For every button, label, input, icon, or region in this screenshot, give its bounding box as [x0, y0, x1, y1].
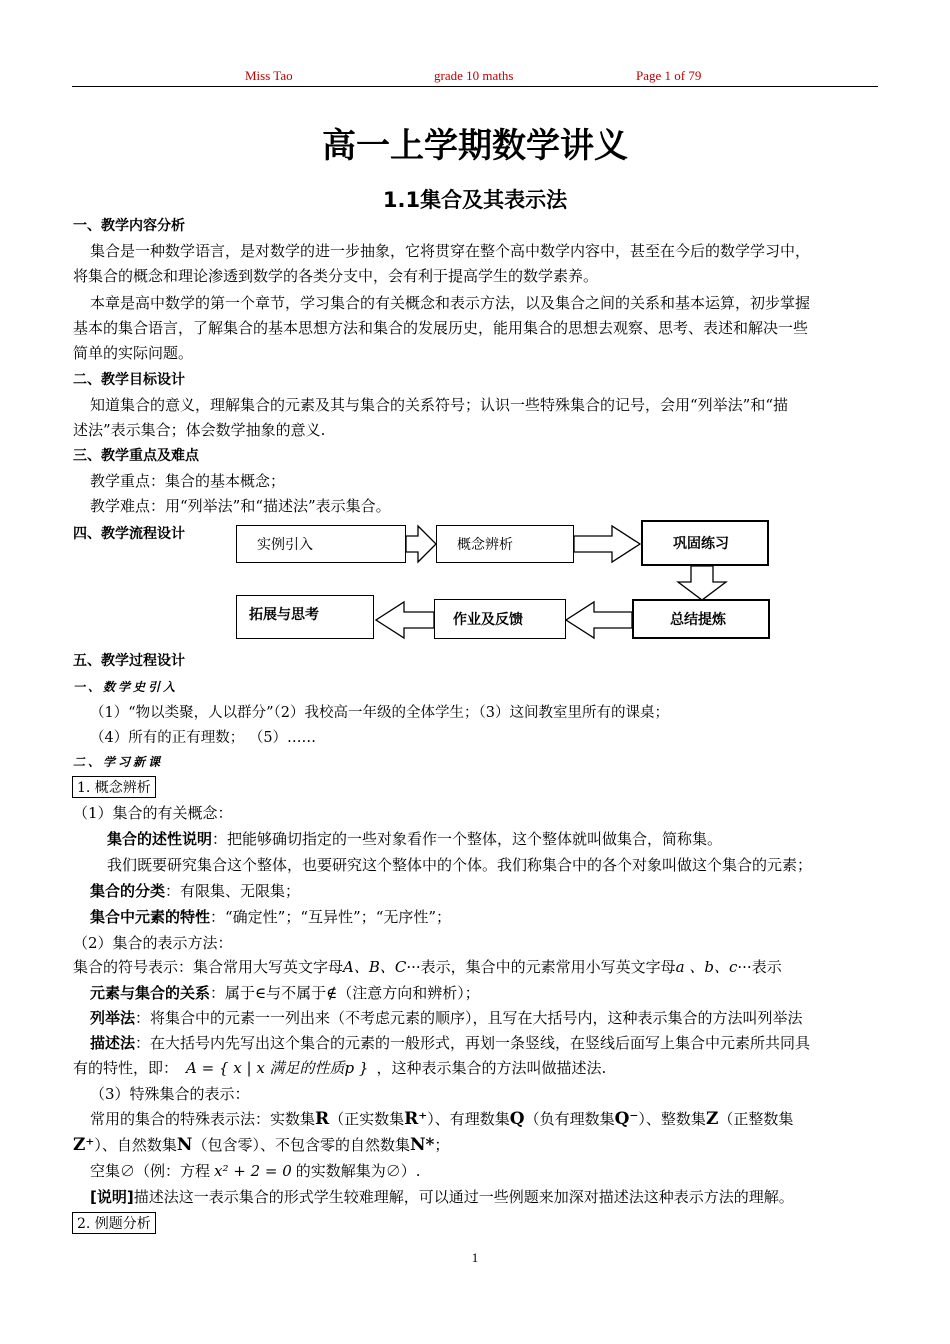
flow-arrow-1: [406, 526, 436, 562]
def-line-1: [107, 828, 722, 849]
flow-step-3-label: 巩固练习: [673, 536, 729, 552]
def-line-2: 我们既要研究集合这个整体，也要研究这个整体中的个体。我们称集合中的各个对象叫做这个集合的元素；: [107, 856, 813, 874]
special-text-b: （正实数集: [329, 1110, 405, 1128]
symbol-upper-vars: A、B、C: [343, 958, 407, 976]
def-3-text: ：有限集、无限集；: [165, 882, 301, 900]
flow-step-5: [434, 599, 566, 639]
symbol-line: [73, 956, 782, 977]
header-grade: grade 10 maths: [434, 68, 514, 83]
special-text-e: ）、整数集: [638, 1110, 706, 1128]
note-text: 描述法这一表示集合的形式学生较难理解，可以通过一些例题来加深对描述法这种表示方法的理解。: [133, 1188, 794, 1206]
listing-line: [90, 1007, 803, 1028]
note-label: [说明]: [90, 1188, 134, 1206]
def-1-label: 集合的述性说明: [107, 830, 213, 848]
special-text-h: （包含零）、不包含零的自然数集: [192, 1136, 410, 1154]
section-title: 1.1集合及其表示法: [382, 188, 568, 212]
description-line-2: [73, 1057, 606, 1078]
flow-arrow-2: [574, 526, 640, 562]
special-sets-line-2: [73, 1134, 449, 1155]
s5-c3: （3）特殊集合的表示：: [90, 1085, 250, 1103]
listing-text: ：将集合中的元素一一列出来（不考虑元素的顺序），且写在大括号内，这种表示集合的方法叫列举法: [135, 1009, 803, 1027]
s4-heading: 四、教学流程设计: [73, 526, 185, 542]
flow-step-2-label: 概念辨析: [457, 537, 513, 553]
s5-sub2: 二、学习新课: [73, 755, 164, 769]
s5-c2: （2）集合的表示方法：: [73, 934, 233, 952]
integer-set-symbol: Z: [705, 1109, 719, 1129]
s3-p1: 教学重点：集合的基本概念；: [90, 472, 286, 490]
special-sets-line-1: [90, 1108, 793, 1129]
symbol-text-a: 集合的符号表示：集合常用大写英文字母: [73, 958, 344, 976]
s1-p2a: 本章是高中数学的第一个章节，学习集合的有关概念和表示方法，以及集合之间的关系和基本运算，初步掌握: [90, 294, 811, 312]
s5-sub1: 一、数学史引入: [73, 680, 179, 694]
special-text-g: ）、自然数集: [94, 1136, 177, 1154]
flow-step-4-label: 总结提炼: [670, 612, 726, 628]
s5-heading: 五、教学过程设计: [73, 653, 185, 669]
def-line-4: [90, 906, 451, 927]
special-text-a: 常用的集合的特殊表示法：实数集: [90, 1110, 316, 1128]
special-text-c: ）、有理数集: [427, 1110, 510, 1128]
flow-arrow-3: [678, 566, 726, 600]
header-page: Page 1 of 79: [636, 68, 702, 83]
flow-step-6-label: 拓展与思考: [249, 607, 319, 623]
example-box: 2. 例题分析: [72, 1212, 156, 1234]
s1-p2c: 简单的实际问题。: [73, 344, 194, 362]
s1-p1b: 将集合的概念和理论渗透到数学的各类分支中，会有利于提高学生的数学素养。: [73, 267, 599, 285]
flow-step-6: [236, 595, 374, 639]
note-line: [90, 1186, 794, 1207]
special-text-d: （负有理数集: [524, 1110, 615, 1128]
s2-heading: 二、教学目标设计: [73, 372, 185, 388]
def-line-3: [90, 880, 300, 901]
flow-step-5-label: 作业及反馈: [453, 612, 523, 628]
flow-arrow-5: [376, 602, 434, 638]
empty-equation: x² + 2 = 0: [214, 1162, 292, 1180]
s5-ex1: （1）“物以类聚，人以群分”（2）我校高一年级的全体学生；（3）这间教室里所有的课桌；: [90, 705, 669, 721]
symbol-lower-vars: a 、b、c: [675, 958, 738, 976]
empty-text-a: 空集∅（例：方程: [90, 1162, 211, 1180]
description-text: ：在大括号内先写出这个集合的元素的一般形式，再划一条竖线，在竖线后面写上集合中元素所共同具: [135, 1034, 811, 1052]
flow-step-3: [641, 520, 769, 566]
description-text-c: ，这种表示集合的方法叫做描述法.: [376, 1059, 607, 1077]
relation-text: ：属于∈与不属于∉（注意方向和辨析）；: [210, 984, 480, 1002]
flow-step-1: [236, 525, 406, 563]
s2-p1a: 知道集合的意义，理解集合的元素及其与集合的关系符号；认识一些特殊集合的记号，会用“列举法”和“描: [90, 396, 789, 414]
relation-line: [90, 982, 480, 1003]
special-text-i: ；: [434, 1136, 450, 1154]
flow-step-4: [632, 599, 770, 639]
negative-rational-symbol: Q⁻: [614, 1109, 639, 1129]
s1-p2b: 基本的集合语言，了解集合的基本思想方法和集合的发展历史，能用集合的思想去观察、思考、表述和解决一些: [73, 319, 809, 337]
symbol-text-b: ···表示，集合中的元素常用小写英文字母: [406, 958, 676, 976]
header-author: Miss Tao: [245, 68, 293, 83]
page-number: 1: [471, 1250, 479, 1265]
relation-label: 元素与集合的关系: [90, 984, 211, 1002]
s3-p2: 教学难点：用“列举法”和“描述法”表示集合。: [90, 497, 391, 515]
s3-heading: 三、教学重点及难点: [73, 448, 199, 464]
s1-heading: 一、教学内容分析: [73, 218, 185, 234]
symbol-text-c: ···表示: [737, 958, 782, 976]
def-1-text: ：把能够确切指定的一些对象看作一个整体，这个整体就叫做集合，简称集。: [212, 830, 723, 848]
empty-text-b: 的实数解集为∅）.: [295, 1162, 421, 1180]
positive-real-symbol: R⁺: [404, 1109, 428, 1129]
def-4-text: ：“确定性”；“互异性”；“无序性”；: [210, 908, 452, 926]
special-text-f: （正整数集: [718, 1110, 794, 1128]
page-title: 高一上学期数学讲义: [322, 126, 628, 166]
rational-set-symbol: Q: [509, 1109, 525, 1129]
real-set-symbol: R: [315, 1109, 330, 1129]
s2-p1b: 述法”表示集合；体会数学抽象的意义.: [73, 421, 326, 439]
description-text-b: 有的特性，即：: [73, 1059, 179, 1077]
concept-box: 1. 概念辨析: [72, 776, 156, 798]
flow-step-1-label: 实例引入: [257, 537, 313, 553]
description-formula: A = { x | x 满足的性质p }: [186, 1059, 369, 1077]
s5-ex2: （4）所有的正有理数； （5）……: [90, 730, 317, 746]
s5-c1: （1）集合的有关概念：: [73, 804, 233, 822]
empty-set-line: [90, 1160, 421, 1181]
s1-p1a: 集合是一种数学语言，是对数学的进一步抽象，它将贯穿在整个高中数学内容中，甚至在今后的数学学习中，: [90, 242, 811, 260]
flow-step-2: [436, 525, 574, 563]
listing-label: 列举法: [90, 1009, 136, 1027]
natural-set-symbol: N: [176, 1135, 193, 1155]
def-4-label: 集合中元素的特性: [90, 908, 211, 926]
positive-natural-symbol: N*: [409, 1135, 435, 1155]
positive-integer-symbol: Z⁺: [73, 1135, 95, 1155]
flow-arrow-4: [566, 602, 632, 638]
description-label: 描述法: [90, 1034, 136, 1052]
def-3-label: 集合的分类: [90, 882, 166, 900]
description-line: [90, 1032, 810, 1053]
